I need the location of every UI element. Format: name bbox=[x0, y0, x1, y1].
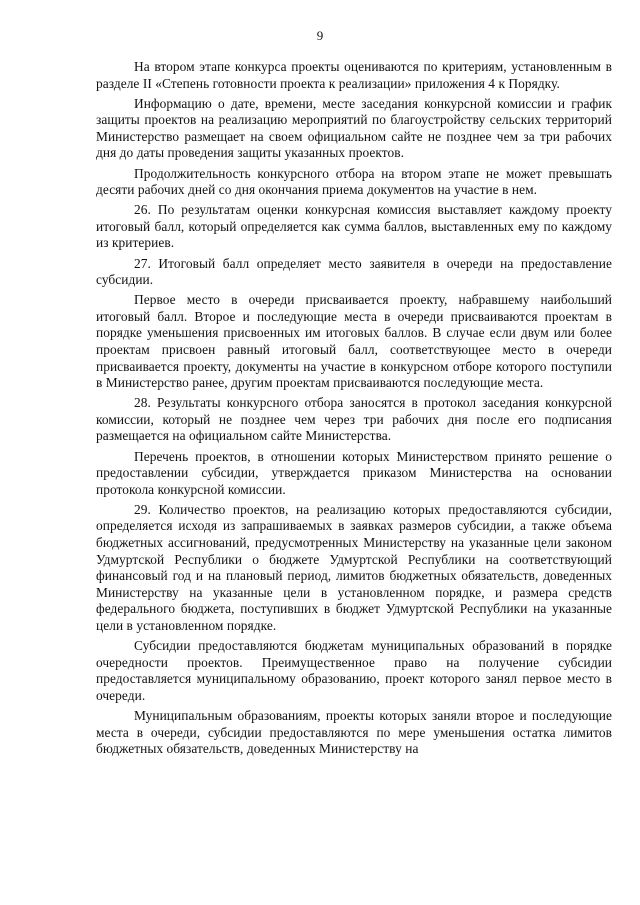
paragraph-queue-order: Первое место в очереди присваивается проекту, набравшему наибольший итоговый балл. Второе и последующие места в очереди присваиваются проектам в порядке уменьшения присвоенных им итоговых баллов. В случае если двум или более проектам присвоен равный итоговый балл, соответствующее место в очереди присваивается проекту, документы на участие в конкурсном отборе которого поступили в Министерство ранее, другим проектам присваиваются последующие места. bbox=[96, 292, 612, 391]
paragraph-item-29: 29. Количество проектов, на реализацию которых предоставляются субсидии, определяется исходя из запрашиваемых в заявках размеров субсидии, а также объема бюджетных ассигнований, предусмотренных Министерству на указанные цели законом Удмуртской Республики о бюджете Удмуртской Республики на соответствующий финансовый год и на плановый период, лимитов бюджетных обязательств, доведенных Министерству на указанные цели в установленном порядке, и размера средств федерального бюджета, поступивших в бюджет Удмуртской Республики на указанные цели в установленном порядке. bbox=[96, 501, 612, 633]
paragraph-subsequent-places: Муниципальным образованиям, проекты которых заняли второе и последующие места в очереди, субсидии предоставляются по мере уменьшения остатка лимитов бюджетных обязательств, доведенных Министерству на bbox=[96, 707, 612, 757]
page-number: 9 bbox=[316, 28, 324, 43]
paragraph-item-28: 28. Результаты конкурсного отбора заносятся в протокол заседания конкурсной комиссии, который не позднее чем через три рабочих дня после его подписания размещается на официальном сайте Министерства. bbox=[96, 395, 612, 444]
paragraph-item-26: 26. По результатам оценки конкурсная комиссия выставляет каждому проекту итоговый балл, который определяется как сумма баллов, выставленных ему по каждому из критериев. bbox=[96, 202, 612, 251]
paragraph-subsidy-priority: Субсидии предоставляются бюджетам муниципальных образований в порядке очередности проектов. Преимущественное право на получение субсидии предоставляется муниципальному образованию, проект которого занял первое место в очереди. bbox=[96, 638, 612, 703]
document-body bbox=[96, 59, 612, 761]
paragraph-stage-two-criteria: На втором этапе конкурса проекты оцениваются по критериям, установленным в разделе II «Степень готовности проекта к реализации» приложения 4 к Порядку. bbox=[96, 59, 612, 91]
paragraph-selection-duration: Продолжительность конкурсного отбора на втором этапе не может превышать десяти рабочих дней со дня окончания приема документов на участие в нем. bbox=[96, 165, 612, 198]
paragraph-project-list: Перечень проектов, в отношении которых Министерством принято решение о предоставлении субсидии, утверждается приказом Министерства на основании протокола конкурсной комиссии. bbox=[96, 448, 612, 497]
paragraph-defense-schedule: Информацию о дате, времени, месте заседания конкурсной комиссии и график защиты проектов на реализацию мероприятий по благоустройству сельских территорий Министерство размещает на своем официальном сайте не позднее чем за три рабочих дня до даты проведения защиты указанных проектов. bbox=[96, 95, 612, 161]
paragraph-item-27: 27. Итоговый балл определяет место заявителя в очереди на предоставление субсидии. bbox=[96, 255, 612, 288]
